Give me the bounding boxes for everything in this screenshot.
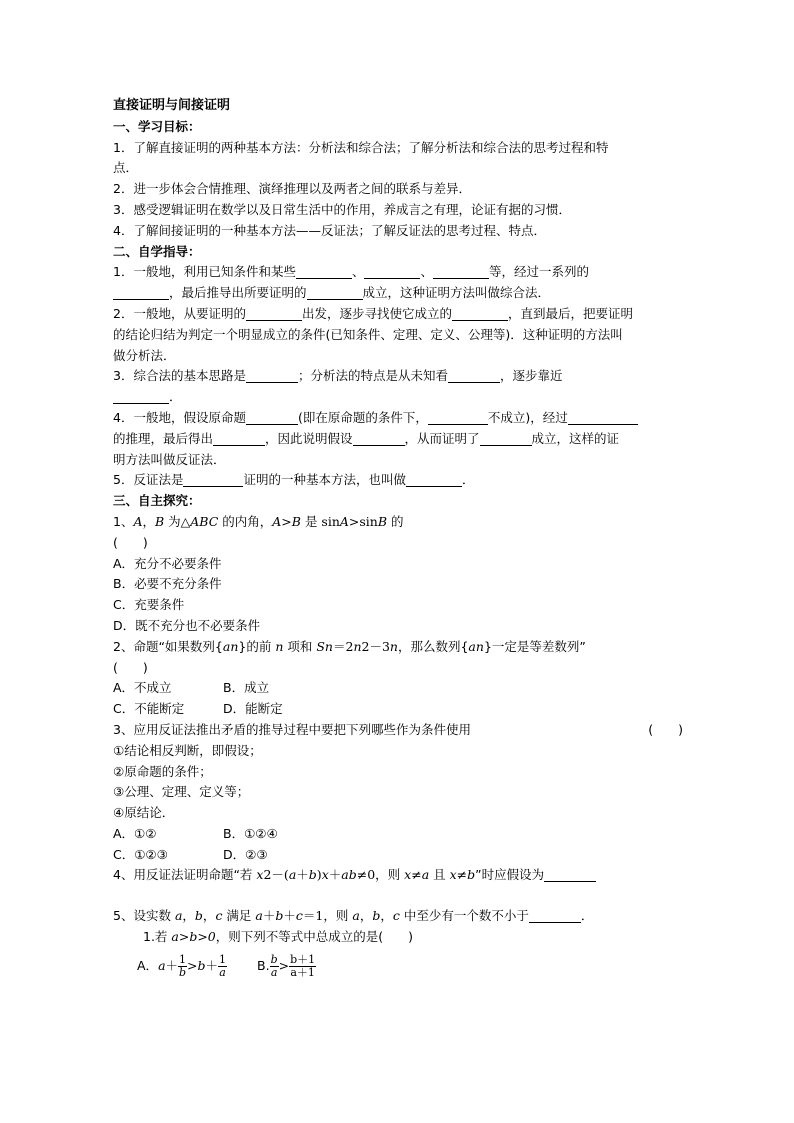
text: 5．反证法是 <box>113 472 184 488</box>
var: x <box>321 867 329 883</box>
condition-1: ①结论相反判断，即假设； <box>113 742 262 758</box>
guide-4b <box>113 429 683 450</box>
text: 不成立)，经过 <box>487 409 568 425</box>
option-2a: A．不成立 <box>113 680 172 696</box>
text: ＝1，则 <box>302 908 353 924</box>
text: 1、 <box>113 513 134 529</box>
text: ． <box>461 472 475 488</box>
var: b <box>275 908 284 924</box>
fraction <box>289 954 316 979</box>
option-3c: C．①②③ <box>113 846 168 862</box>
text: ＋ <box>296 867 309 883</box>
blank <box>246 368 298 383</box>
var: an <box>468 638 484 654</box>
guide-5 <box>113 470 683 491</box>
text: ；分析法的特点是从未知看 <box>297 368 448 384</box>
text: ＝2 <box>332 638 354 654</box>
goal-3: 3．感受逻辑证明在数学以及日常生活中的作用，养成言之有理，论证有据的习惯． <box>113 201 571 217</box>
text: 的内角， <box>218 513 273 529</box>
guide-1a <box>113 262 683 283</box>
text: ，直到最后，把要证明 <box>507 305 633 321</box>
options-6 <box>113 954 683 979</box>
blank <box>307 285 363 300</box>
condition-2: ②原命题的条件； <box>113 763 212 779</box>
var: c <box>215 908 223 924</box>
fraction <box>270 954 279 979</box>
var: B <box>155 513 165 529</box>
var: x <box>449 867 457 883</box>
var: a>b>0 <box>171 929 216 945</box>
spacer <box>113 886 683 906</box>
var: ABC <box>190 513 219 529</box>
var: A>B <box>272 513 301 529</box>
blank <box>353 431 405 446</box>
problem-1 <box>113 512 683 533</box>
var: ab <box>341 867 357 883</box>
var: a <box>158 957 166 973</box>
var: b <box>197 957 206 973</box>
text: ， <box>142 513 155 529</box>
text: ． <box>169 389 182 405</box>
text: ＋ <box>283 908 296 924</box>
var: an <box>222 638 239 654</box>
text: 的 <box>387 513 404 529</box>
var: x <box>256 867 264 883</box>
denominator: a＋1 <box>290 965 315 979</box>
text: ， <box>182 908 195 924</box>
text: 是 sin <box>300 513 340 529</box>
text: ，则下列不等式中总成立的是( ) <box>215 929 414 945</box>
text: }一定是等差数列” <box>483 638 586 654</box>
text: 2－3 <box>361 638 390 654</box>
numerator: b <box>270 952 278 966</box>
guide-3b <box>113 387 683 408</box>
options-2-row1 <box>113 678 683 699</box>
var: b <box>308 867 317 883</box>
text: 成立，这样的证 <box>531 430 620 446</box>
problem-5 <box>113 906 683 927</box>
var: b <box>194 908 203 924</box>
option-2d: D．能断定 <box>223 701 283 717</box>
fraction <box>218 954 227 979</box>
text: ，因此说明假设 <box>265 430 353 446</box>
text: 5、设实数 <box>113 908 175 924</box>
text: ， <box>380 908 393 924</box>
text: ，从而证明了 <box>404 430 480 446</box>
text: ) <box>316 867 322 883</box>
options-3-row1 <box>113 824 683 845</box>
text: ≠ <box>456 867 468 883</box>
text: ， <box>359 908 373 924</box>
blank <box>113 285 169 300</box>
var: b <box>372 908 381 924</box>
blank <box>246 306 302 321</box>
blank <box>364 264 420 279</box>
section-heading-2: 二、自学指导： <box>113 243 201 259</box>
condition-3: ③公理、定理、定义等； <box>113 784 250 800</box>
text: > <box>187 957 198 973</box>
text: ，那么数列{ <box>397 638 469 654</box>
guide-2b: 的结论归结为判定一个明显成立的条件(已知条件、定理、定义、公理等)．这种证明的方法叫 <box>113 326 623 342</box>
answer-paren-2: ( ) <box>113 659 148 675</box>
text: 且 <box>429 867 450 883</box>
denominator: a <box>219 965 226 979</box>
guide-3a <box>113 366 683 387</box>
option-2c: C．不能断定 <box>113 701 185 717</box>
text: ＋ <box>205 957 219 973</box>
var: x <box>404 867 412 883</box>
denominator: b <box>179 965 187 979</box>
text: 的推理，最后得出 <box>113 430 214 446</box>
text: ． <box>580 908 594 924</box>
text: >sin <box>348 513 378 529</box>
var: B <box>377 513 388 529</box>
option-1c: C．充要条件 <box>113 597 185 613</box>
var: Sn <box>316 638 333 654</box>
option-1d: D．既不充分也不必要条件 <box>113 617 261 633</box>
text: 3、应用反证法推出矛盾的推导过程中要把下列哪些作为条件使用 <box>113 721 471 737</box>
options-3-row2 <box>113 845 683 866</box>
var: A <box>133 513 143 529</box>
blank <box>428 410 488 425</box>
guide-1b <box>113 283 683 304</box>
text: ≠ <box>411 867 422 883</box>
numerator: 1 <box>179 952 187 966</box>
blank <box>246 410 298 425</box>
blank <box>452 306 508 321</box>
text: 项和 <box>283 638 317 654</box>
text: 2、命题“如果数列{ <box>113 638 223 654</box>
answer-paren-1: ( ) <box>113 534 148 550</box>
option-6a-label: A． <box>137 957 159 973</box>
text: 4、用反证法证明命题“若 <box>113 867 257 883</box>
text: 1．一般地，利用已知条件和某些 <box>113 264 296 280</box>
answer-paren-3: ( ) <box>648 721 683 737</box>
section-heading-1: 一、学习目标： <box>113 118 201 134</box>
text: 、 <box>420 264 433 280</box>
text: ≠0，则 <box>356 867 405 883</box>
blank <box>544 867 596 882</box>
text: ＋ <box>328 867 342 883</box>
blank <box>480 431 532 446</box>
var: a <box>174 908 183 924</box>
text: 4．一般地，假设原命题 <box>113 409 246 425</box>
var: a <box>255 908 263 924</box>
options-2-row2 <box>113 699 683 720</box>
numerator: 1 <box>219 952 227 966</box>
option-3d: D．②③ <box>223 846 268 862</box>
option-1a: A．充分不必要条件 <box>113 555 222 571</box>
var: b <box>467 867 476 883</box>
text: 2．一般地，从要证明的 <box>113 305 246 321</box>
text: ， <box>202 908 216 924</box>
text: 满足 <box>222 908 256 924</box>
text: ”时应假设为 <box>475 867 545 883</box>
var: a <box>288 867 297 883</box>
var: a <box>352 908 360 924</box>
text: 证明的一种基本方法，也叫做 <box>243 472 406 488</box>
blank <box>448 368 500 383</box>
text: ，最后推导出所要证明的 <box>169 285 307 301</box>
problem-6 <box>113 927 683 948</box>
blank <box>568 410 638 425</box>
document-page <box>113 96 683 979</box>
problem-3 <box>113 720 683 741</box>
blank <box>433 264 489 279</box>
numerator: b＋1 <box>290 952 316 966</box>
text: 等，经过一系列的 <box>489 264 590 280</box>
text: 出发，逐步寻找使它成立的 <box>301 305 452 321</box>
text: ＋ <box>262 908 276 924</box>
guide-4a <box>113 408 683 429</box>
var: A <box>339 513 349 529</box>
blank <box>296 264 352 279</box>
option-3b: B．①②④ <box>223 825 278 841</box>
guide-2c: 做分析法． <box>113 347 176 363</box>
guide-4c: 明方法叫做反证法． <box>113 451 226 467</box>
guide-2a <box>113 304 683 325</box>
page-title: 直接证明与间接证明 <box>113 98 231 113</box>
problem-4 <box>113 865 683 886</box>
goal-1a: 1．了解直接证明的两种基本方法：分析法和综合法；了解分析法和综合法的思考过程和特 <box>113 139 609 155</box>
goal-4: 4．了解间接证明的一种基本方法——反证法；了解反证法的思考过程、特点． <box>113 222 546 238</box>
blank <box>529 908 581 923</box>
blank <box>183 472 243 487</box>
blank <box>213 431 265 446</box>
text: > <box>278 957 290 973</box>
problem-2 <box>113 637 683 658</box>
text: ＋ <box>165 957 179 973</box>
condition-4: ④原结论． <box>113 805 175 821</box>
text: 、 <box>351 264 365 280</box>
section-heading-3: 三、自主探究： <box>113 493 201 509</box>
var: n <box>389 638 398 654</box>
text: (即在原命题的条件下， <box>297 409 428 425</box>
text: 1.若 <box>143 929 172 945</box>
blank <box>406 472 462 487</box>
option-1b: B．必要不充分条件 <box>113 576 222 592</box>
goal-1b: 点． <box>113 160 139 176</box>
text: 中至少有一个数不小于 <box>399 908 529 924</box>
goal-2: 2．进一步体会合情推理、演绎推理以及两者之间的联系与差异． <box>113 181 471 197</box>
text: 2－( <box>263 867 289 883</box>
text: ，逐步靠近 <box>499 368 563 384</box>
var: a <box>421 867 430 883</box>
blank <box>113 389 169 404</box>
var: c <box>392 908 400 924</box>
text: }的前 <box>238 638 276 654</box>
var: n <box>275 638 284 654</box>
option-2b: B．成立 <box>223 680 270 696</box>
var: c <box>295 908 303 924</box>
var: n <box>353 638 362 654</box>
text: 成立，这种证明方法叫做综合法． <box>362 285 551 301</box>
text: 3．综合法的基本思路是 <box>113 368 246 384</box>
denominator: a <box>270 965 278 979</box>
option-3a: A．①② <box>113 825 157 841</box>
text: 为△ <box>164 513 191 529</box>
option-6b-label: B. <box>257 957 270 973</box>
fraction <box>178 954 187 979</box>
